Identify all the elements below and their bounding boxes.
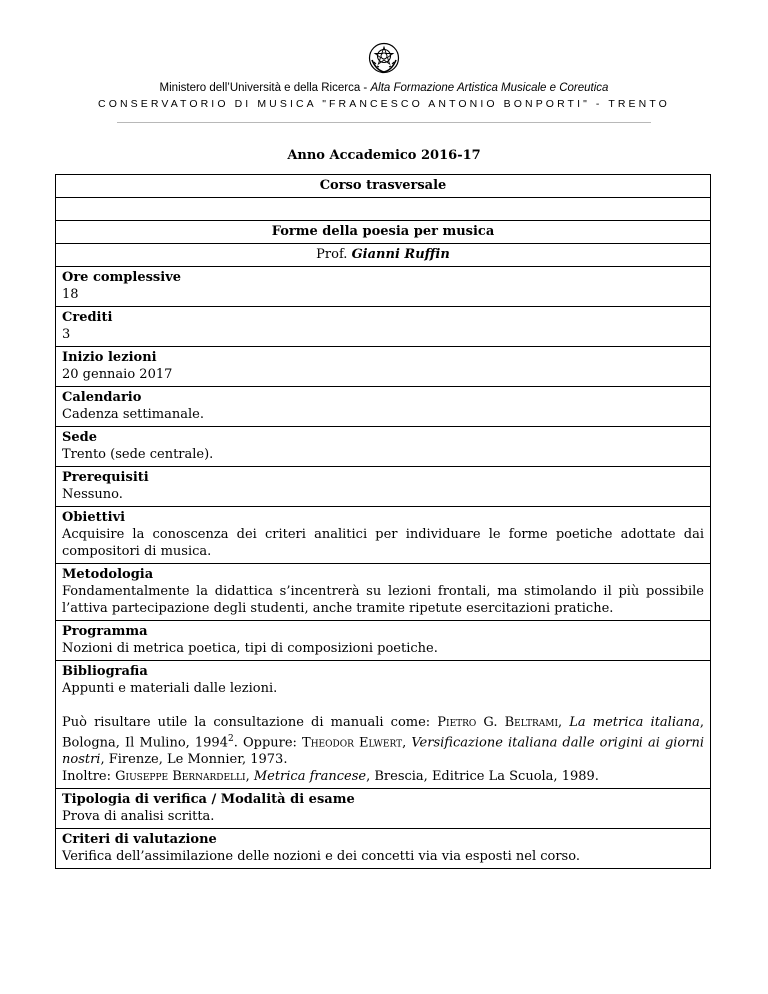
credits-label: Crediti <box>62 310 113 325</box>
exam-value: Prova di analisi scritta. <box>62 809 215 825</box>
prerequisites-row <box>56 467 711 507</box>
location-label: Sede <box>62 430 98 445</box>
professor-prefix: Prof. <box>316 247 352 262</box>
location-value: Trento (sede centrale). <box>62 447 214 462</box>
author-bernardelli: Giuseppe Bernardelli <box>115 769 246 785</box>
start-label: Inizio lezioni <box>62 350 157 365</box>
course-table <box>55 174 711 869</box>
title-metrica-francese: Metrica francese <box>253 769 367 785</box>
conservatory-name: CONSERVATORIO DI MUSICA "FRANCESCO ANTONIO BONPORTI" - TRENTO <box>98 98 670 110</box>
evaluation-label: Criteri di valutazione <box>62 832 217 848</box>
methodology-value: Fondamentalmente la didattica s’incentrerà su lezioni frontali, ma stimolando il più possibile l’attiva partecipazione degli studenti, anche tramite ripetute esercitazioni pratiche. <box>62 584 704 616</box>
professor <box>56 244 711 267</box>
methodology-label: Metodologia <box>62 567 154 582</box>
title-versificazione: Versificazione italiana dalle origini ai giorni nostri <box>62 735 705 768</box>
course-type-row <box>56 175 711 198</box>
calendar-value: Cadenza settimanale. <box>62 407 204 422</box>
hours-label: Ore complessive <box>62 270 182 285</box>
credits-row <box>56 307 711 347</box>
hours-value: 18 <box>62 287 79 302</box>
objectives-label: Obiettivi <box>62 510 126 525</box>
author-elwert: Theodor Elwert <box>302 735 403 751</box>
bibliography-paragraph-2 <box>62 768 704 785</box>
bibliography-text: , Brescia, Editrice La Scuola, 1989. <box>366 769 599 785</box>
bibliography-text: Può risultare utile la consultazione di manuali come: <box>62 715 438 730</box>
bibliography-text: Inoltre: <box>62 769 116 785</box>
hours-row <box>56 267 711 307</box>
calendar-row <box>56 387 711 427</box>
credits-value: 3 <box>62 327 71 342</box>
bibliography-text: . Oppure: <box>233 735 303 751</box>
course-title-row <box>56 221 711 244</box>
course-title: Forme della poesia per musica <box>56 221 711 244</box>
italian-republic-emblem-icon <box>368 42 400 74</box>
location-row <box>56 427 711 467</box>
bibliography-text: , <box>245 769 254 785</box>
objectives-value: Acquisire la conoscenza dei criteri analitici per individuare le forme poetiche adottate dai compositori di musica. <box>62 527 704 559</box>
empty-row <box>56 198 711 221</box>
bibliography-intro: Appunti e materiali dalle lezioni. <box>62 681 278 696</box>
program-label: Programma <box>62 624 148 639</box>
evaluation-row <box>56 829 711 869</box>
calendar-label: Calendario <box>62 390 142 405</box>
prerequisites-value: Nessuno. <box>62 487 123 502</box>
header-divider <box>117 122 651 123</box>
program-value: Nozioni di metrica poetica, tipi di composizioni poetiche. <box>62 641 438 656</box>
edition-superscript: 2 <box>227 734 234 744</box>
evaluation-value: Verifica dell’assimilazione delle nozioni e dei concetti via via esposti nel corso. <box>62 849 580 865</box>
author-beltrami: Pietro G. Beltrami <box>437 715 559 730</box>
prerequisites-label: Prerequisiti <box>62 470 149 485</box>
bibliography-gap <box>62 697 704 714</box>
professor-name: Gianni Ruffin <box>351 247 450 262</box>
ministry-line <box>0 81 768 95</box>
course-type: Corso trasversale <box>56 175 711 198</box>
program-row <box>56 621 711 661</box>
bibliography-text: , <box>402 735 412 751</box>
bibliography-text: , Bologna, Il Mulino, 1994 <box>62 715 704 751</box>
ministry-name: Ministero dell’Università e della Ricerca - <box>159 82 371 94</box>
academic-year: Anno Accademico 2016-17 <box>287 148 481 163</box>
objectives-row <box>56 507 711 564</box>
empty-cell <box>56 198 711 221</box>
bibliography-row <box>56 661 711 789</box>
bibliography-text: , Firenze, Le Monnier, 1973. <box>100 752 288 768</box>
start-row <box>56 347 711 387</box>
exam-label: Tipologia di verifica / Modalità di esame <box>62 792 355 808</box>
exam-row <box>56 789 711 829</box>
title-metrica-italiana: La metrica italiana <box>569 715 700 730</box>
bibliography-label: Bibliografia <box>62 664 148 679</box>
bibliography-paragraph-1 <box>62 714 704 768</box>
bibliography-text: , <box>558 715 570 730</box>
start-value: 20 gennaio 2017 <box>62 367 173 382</box>
methodology-row <box>56 564 711 621</box>
ministry-subtitle: Alta Formazione Artistica Musicale e Coreutica <box>370 82 609 94</box>
professor-row <box>56 244 711 267</box>
